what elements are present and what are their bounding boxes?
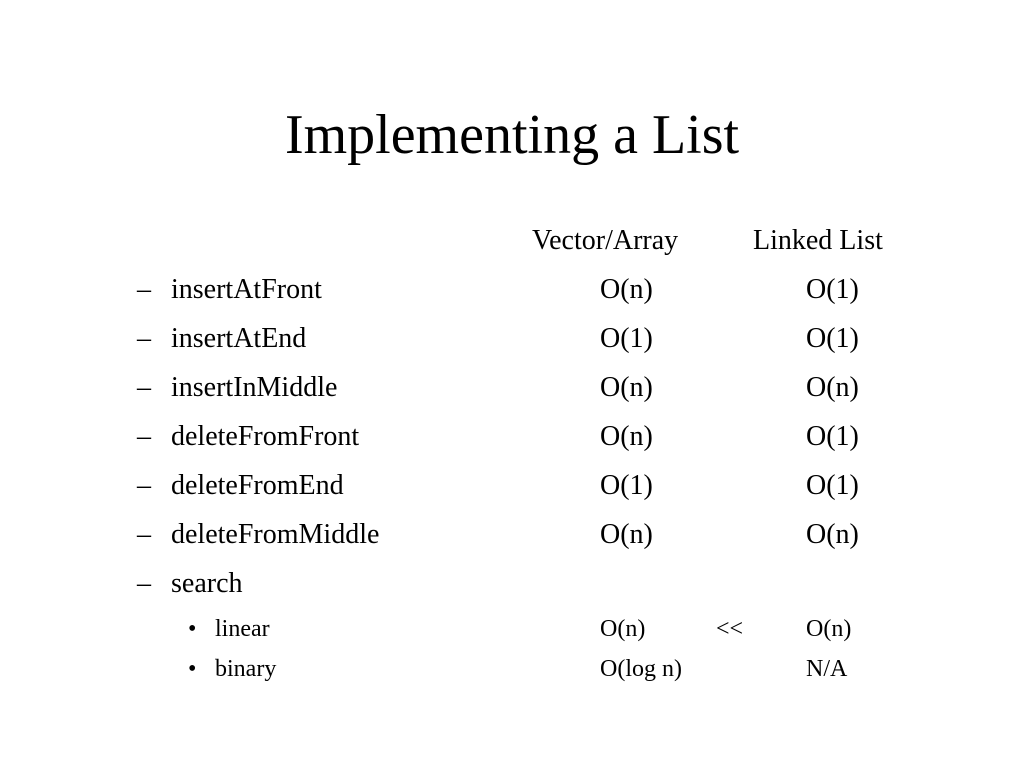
operation-name: insertInMiddle <box>171 372 338 403</box>
header-linked-list: Linked List <box>753 225 883 256</box>
search-method-name: binary <box>215 656 277 682</box>
linked-complexity: O(1) <box>806 274 859 305</box>
operation-name: search <box>171 568 243 599</box>
dash-bullet: – <box>137 519 151 550</box>
linked-complexity: O(n) <box>806 616 852 642</box>
linked-complexity: O(1) <box>806 470 859 501</box>
operation-name: deleteFromEnd <box>171 470 344 501</box>
linked-complexity: O(n) <box>806 372 859 403</box>
table-row <box>0 270 1024 310</box>
table-row <box>0 466 1024 506</box>
vector-complexity: O(n) <box>600 519 653 550</box>
dash-bullet: – <box>137 421 151 452</box>
table-row <box>0 368 1024 408</box>
operation-name: insertAtEnd <box>171 323 307 354</box>
linked-complexity: O(n) <box>806 519 859 550</box>
table-row <box>0 609 1024 649</box>
search-method-name: linear <box>215 616 270 642</box>
table-row <box>0 564 1024 604</box>
vector-complexity: O(n) <box>600 421 653 452</box>
dot-bullet: • <box>188 616 197 642</box>
slide-title: Implementing a List <box>284 104 740 166</box>
operation-name: insertAtFront <box>171 274 322 305</box>
vector-complexity: O(1) <box>600 470 653 501</box>
linked-complexity: O(1) <box>806 421 859 452</box>
table-row <box>0 417 1024 457</box>
dash-bullet: – <box>137 568 151 599</box>
linked-complexity: N/A <box>806 656 848 682</box>
table-row <box>0 319 1024 359</box>
header-vector-array: Vector/Array <box>532 225 679 256</box>
vector-complexity: O(n) <box>600 274 653 305</box>
dot-bullet: • <box>188 656 197 682</box>
dash-bullet: – <box>137 274 151 305</box>
table-row <box>0 649 1024 689</box>
vector-complexity: O(n) <box>600 372 653 403</box>
vector-complexity: O(1) <box>600 323 653 354</box>
table-row <box>0 515 1024 555</box>
operation-name: deleteFromMiddle <box>171 519 380 550</box>
dash-bullet: – <box>137 323 151 354</box>
table-header <box>0 221 1024 261</box>
vector-complexity: O(n) <box>600 616 646 642</box>
dash-bullet: – <box>137 470 151 501</box>
operation-name: deleteFromFront <box>171 421 360 452</box>
dash-bullet: – <box>137 372 151 403</box>
vector-complexity: O(log n) <box>600 656 682 682</box>
linked-complexity: O(1) <box>806 323 859 354</box>
comparison-symbol: << <box>716 616 744 642</box>
